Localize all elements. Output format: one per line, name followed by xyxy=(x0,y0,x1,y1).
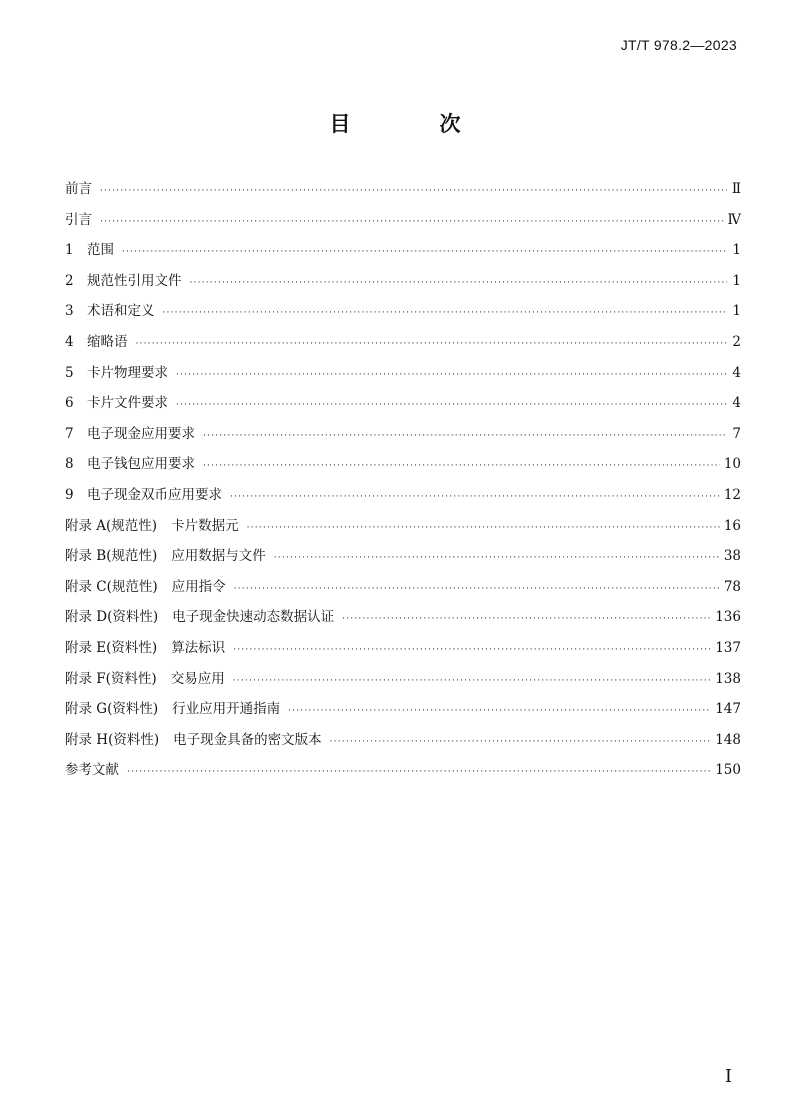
toc-entry-label: 电子现金应用要求 xyxy=(87,425,195,442)
toc-entry-label: 规范性引用文件 xyxy=(87,272,182,289)
toc-entry[interactable] xyxy=(65,391,741,422)
toc-entry-label: 电子现金具备的密文版本 xyxy=(173,731,322,748)
dot-leader xyxy=(230,492,720,502)
dot-leader xyxy=(122,247,727,257)
toc-entry-page: 7 xyxy=(732,425,741,442)
dot-leader xyxy=(163,308,728,318)
toc-entry[interactable] xyxy=(65,422,741,453)
toc-entry[interactable] xyxy=(65,575,741,606)
toc-entry-label: 前言 xyxy=(65,181,92,197)
toc-entry-label: 交易应用 xyxy=(170,670,225,687)
dot-leader xyxy=(176,370,727,380)
page-number: I xyxy=(724,1066,732,1087)
table-of-contents xyxy=(65,177,741,789)
toc-entry[interactable] xyxy=(65,452,741,483)
toc-entry-page: 148 xyxy=(715,731,741,748)
toc-entry-page: Ⅳ xyxy=(727,211,741,228)
dot-leader xyxy=(288,706,711,716)
toc-entry-number: 6 xyxy=(65,395,74,412)
toc-entry-label: 范围 xyxy=(87,242,114,259)
toc-entry[interactable] xyxy=(65,544,741,575)
toc-entry-label: 卡片文件要求 xyxy=(87,395,168,412)
toc-entry-label: 应用指令 xyxy=(171,578,226,595)
dot-leader xyxy=(176,400,727,410)
toc-entry-number: 9 xyxy=(65,486,74,503)
toc-entry-annex: 附录 C(规范性) xyxy=(65,578,158,595)
dot-leader xyxy=(100,217,724,227)
dot-leader xyxy=(274,553,720,563)
toc-entry-page: 2 xyxy=(732,333,741,350)
toc-entry-page: 78 xyxy=(723,578,741,595)
dot-leader xyxy=(247,523,720,533)
dot-leader xyxy=(342,614,711,624)
toc-entry-page: 147 xyxy=(715,701,741,718)
toc-entry[interactable] xyxy=(65,299,741,330)
toc-entry[interactable] xyxy=(65,483,741,514)
toc-entry-annex: 附录 D(资料性) xyxy=(65,609,159,626)
toc-entry-number: 2 xyxy=(65,272,74,289)
toc-entry-label: 术语和定义 xyxy=(87,303,155,320)
toc-entry-label: 应用数据与文件 xyxy=(171,548,266,565)
toc-entry[interactable] xyxy=(65,667,741,698)
toc-entry-page: 1 xyxy=(732,303,741,320)
toc-entry-label: 算法标识 xyxy=(171,639,226,656)
toc-entry-page: 138 xyxy=(715,670,741,687)
toc-entry-page: 1 xyxy=(732,242,741,259)
toc-entry-page: Ⅱ xyxy=(731,181,741,197)
toc-entry-label: 行业应用开通指南 xyxy=(172,701,281,718)
toc-entry-page: 10 xyxy=(723,456,741,473)
toc-entry-label: 卡片物理要求 xyxy=(87,364,168,381)
page-title: 目 次 xyxy=(329,112,495,136)
toc-entry[interactable] xyxy=(65,177,741,208)
dot-leader xyxy=(233,676,712,686)
dot-leader xyxy=(190,278,728,288)
toc-entry-page: 1 xyxy=(732,272,741,289)
toc-entry-label: 电子钱包应用要求 xyxy=(87,456,195,473)
toc-entry[interactable] xyxy=(65,728,741,759)
toc-entry[interactable] xyxy=(65,636,741,667)
toc-entry-label: 参考文献 xyxy=(65,762,119,779)
toc-entry-page: 4 xyxy=(732,364,741,381)
dot-leader xyxy=(203,461,720,471)
toc-entry-annex: 附录 F(资料性) xyxy=(65,670,157,687)
toc-entry-number: 3 xyxy=(65,303,74,320)
toc-entry[interactable] xyxy=(65,605,741,636)
toc-entry-label: 引言 xyxy=(65,211,92,228)
toc-entry-label: 卡片数据元 xyxy=(171,517,239,534)
toc-entry-number: 5 xyxy=(65,364,74,381)
toc-entry[interactable] xyxy=(65,361,741,392)
toc-entry[interactable] xyxy=(65,697,741,728)
toc-entry-number: 4 xyxy=(65,333,74,350)
toc-entry[interactable] xyxy=(65,208,741,239)
toc-entry[interactable] xyxy=(65,514,741,545)
toc-entry-page: 38 xyxy=(723,548,741,565)
toc-entry-number: 7 xyxy=(65,425,74,442)
toc-entry-number: 1 xyxy=(65,242,74,259)
toc-entry-number: 8 xyxy=(65,456,74,473)
toc-entry[interactable] xyxy=(65,330,741,361)
dot-leader xyxy=(330,737,712,747)
toc-entry-annex: 附录 E(资料性) xyxy=(65,639,158,656)
toc-entry-annex: 附录 G(资料性) xyxy=(65,701,159,718)
toc-entry-label: 缩略语 xyxy=(87,333,128,350)
document-id: JT/T 978.2—2023 xyxy=(620,37,737,53)
toc-entry-annex: 附录 H(资料性) xyxy=(65,731,160,748)
dot-leader xyxy=(136,339,728,349)
toc-entry[interactable] xyxy=(65,238,741,269)
dot-leader xyxy=(203,431,727,441)
toc-entry-page: 150 xyxy=(715,762,741,779)
toc-entry-page: 12 xyxy=(723,486,741,503)
toc-entry-page: 16 xyxy=(723,517,741,534)
toc-entry[interactable] xyxy=(65,269,741,300)
dot-leader xyxy=(100,186,727,196)
toc-entry-page: 4 xyxy=(732,395,741,412)
toc-entry-label: 电子现金快速动态数据认证 xyxy=(172,609,335,626)
toc-entry[interactable] xyxy=(65,758,741,789)
toc-entry-page: 137 xyxy=(715,639,741,656)
toc-entry-page: 136 xyxy=(715,609,741,626)
dot-leader xyxy=(233,645,711,655)
toc-entry-annex: 附录 A(规范性) xyxy=(65,517,158,534)
toc-entry-annex: 附录 B(规范性) xyxy=(65,548,158,565)
toc-entry-label: 电子现金双币应用要求 xyxy=(87,486,222,503)
dot-leader xyxy=(234,584,720,594)
dot-leader xyxy=(127,767,711,777)
